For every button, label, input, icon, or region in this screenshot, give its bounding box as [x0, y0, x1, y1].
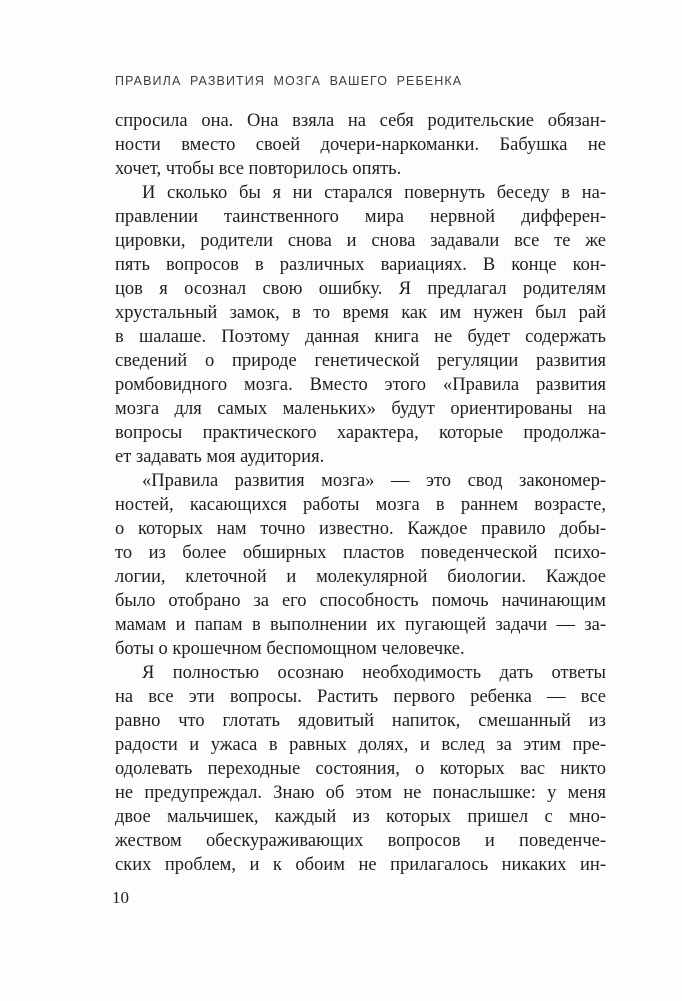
text-line: цировки, родители снова и снова задавали все те же	[115, 231, 606, 251]
text-line: боты о крошечном беспомощном человечке.	[115, 639, 465, 659]
paragraph	[115, 181, 606, 469]
text-line: Я полностью осознаю необходимость дать ответы	[142, 663, 606, 683]
text-line: ет задавать моя аудитория.	[115, 447, 325, 467]
text-line: не предупреждал. Знаю об этом не понаслышке: у меня	[115, 783, 606, 803]
text-line: правлении таинственного мира нервной дифферен-	[115, 207, 606, 227]
text-line: то из более обширных пластов поведенческой психо-	[115, 543, 606, 563]
text-line: цов я осознал свою ошибку. Я предлагал родителям	[115, 279, 606, 299]
paragraph	[115, 661, 606, 877]
text-line: логии, клеточной и молекулярной биологии. Каждое	[115, 567, 606, 587]
text-block	[115, 109, 606, 877]
text-line: жеством обескураживающих вопросов и поведенче-	[115, 831, 606, 851]
text-line: мамам и папам в выполнении их пугающей задачи — за-	[115, 615, 606, 635]
text-line: ских проблем, и к обоим не прилагалось никаких ин-	[115, 855, 606, 875]
text-line: равно что глотать ядовитый напиток, смешанный из	[115, 711, 606, 731]
text-line: ностей, касающихся работы мозга в раннем возрасте,	[115, 495, 606, 515]
text-line: И сколько бы я ни старался повернуть беседу в на-	[142, 183, 606, 203]
text-line: хрустальный замок, в то время как им нужен был рай	[115, 303, 606, 323]
text-line: «Правила развития мозга» — это свод закономер-	[142, 471, 606, 491]
paragraph	[115, 109, 606, 181]
text-line: одолевать переходные состояния, о которых вас никто	[115, 759, 606, 779]
text-line: о которых нам точно известно. Каждое правило добы-	[115, 519, 606, 539]
text-line: ромбовидного мозга. Вместо этого «Правила развития	[115, 375, 606, 395]
text-line: хочет, чтобы все повторилось опять.	[115, 159, 402, 179]
text-line: было отобрано за его способность помочь начинающим	[115, 591, 606, 611]
text-line: в шалаше. Поэтому данная книга не будет содержать	[115, 327, 606, 347]
text-line: спросила она. Она взяла на себя родительские обязан-	[115, 111, 606, 131]
page-number: 10	[112, 888, 129, 907]
text-line: на все эти вопросы. Растить первого ребенка — все	[115, 687, 606, 707]
text-line: двое мальчишек, каждый из которых пришел с мно-	[115, 807, 606, 827]
running-header: ПРАВИЛА РАЗВИТИЯ МОЗГА ВАШЕГО РЕБЕНКА	[115, 74, 463, 88]
text-line: мозга для самых маленьких» будут ориентированы на	[115, 399, 606, 419]
text-line: пять вопросов в различных вариациях. В конце кон-	[115, 255, 606, 275]
text-line: вопросы практического характера, которые продолжа-	[115, 423, 606, 443]
text-line: ности вместо своей дочери-наркоманки. Бабушка не	[115, 135, 606, 155]
text-line: сведений о природе генетической регуляции развития	[115, 351, 606, 371]
paragraph	[115, 469, 606, 661]
text-line: радости и ужаса в равных долях, и вслед за этим пре-	[115, 735, 606, 755]
